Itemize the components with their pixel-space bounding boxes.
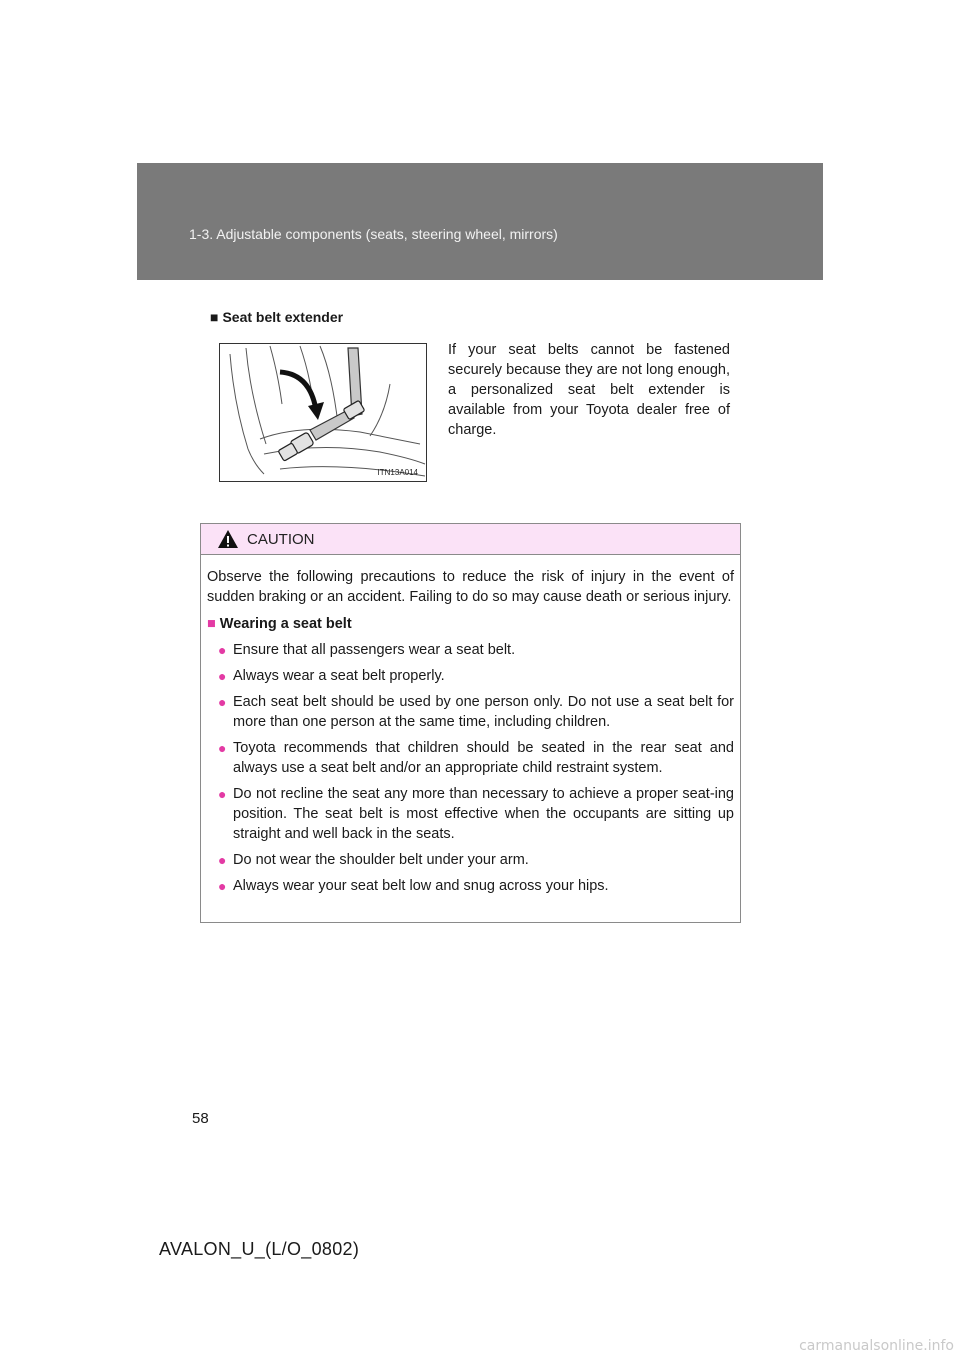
header-band	[137, 163, 823, 280]
bullet-icon: ●	[218, 852, 227, 868]
list-item	[207, 640, 734, 660]
caution-box	[200, 523, 741, 923]
bullet-icon: ●	[218, 694, 227, 710]
bullet-text: Always wear a seat belt properly.	[233, 668, 445, 684]
caution-intro: Observe the following precautions to reduce the risk of injury in the event of sudden braking or an accident. Failing to do so may cause death or serious injury.	[207, 569, 734, 605]
section-heading	[210, 309, 343, 325]
bullet-text: Do not wear the shoulder belt under your arm.	[233, 852, 529, 868]
bullet-icon: ●	[218, 878, 227, 894]
page-number: 58	[192, 1110, 209, 1127]
document-code: AVALON_U_(L/O_0802)	[159, 1239, 360, 1259]
extender-description: If your seat belts cannot be fastened securely because they are not long enough, a personalized seat belt extender is available from your Toyota dealer free of charge.	[448, 342, 730, 438]
subheading-text: Wearing a seat belt	[219, 616, 352, 632]
bullet-icon: ●	[218, 740, 227, 756]
heading-text: Seat belt extender	[222, 309, 344, 325]
caution-bullet-list	[207, 640, 734, 896]
subheading-marker: ■	[207, 616, 216, 632]
bullet-icon: ●	[218, 786, 227, 802]
caution-body	[201, 555, 740, 896]
figure-code: ITN13A014	[377, 468, 418, 477]
caution-subheading	[207, 614, 734, 634]
list-item	[207, 850, 734, 870]
list-item	[207, 666, 734, 686]
list-item	[207, 692, 734, 732]
section-title: 1-3. Adjustable components (seats, steering wheel, mirrors)	[189, 226, 558, 242]
watermark: carmanualsonline.info	[799, 1338, 954, 1354]
warning-triangle-icon	[217, 529, 239, 549]
bullet-icon: ●	[218, 642, 227, 658]
heading-marker: ■	[210, 309, 219, 325]
bullet-text: Toyota recommends that children should be seated in the rear seat and always use a seat belt and/or an appropriate child restraint system.	[233, 740, 734, 776]
bullet-text: Each seat belt should be used by one person only. Do not use a seat belt for more than one person at the same time, including children.	[233, 694, 734, 730]
list-item	[207, 738, 734, 778]
seat-illustration-drawing	[220, 344, 426, 481]
caution-header	[201, 524, 740, 555]
bullet-text: Ensure that all passengers wear a seat belt.	[233, 642, 516, 658]
seat-belt-extender-illustration	[219, 343, 427, 482]
bullet-icon: ●	[218, 668, 227, 684]
bullet-text: Always wear your seat belt low and snug across your hips.	[233, 878, 609, 894]
caution-title: CAUTION	[247, 530, 315, 548]
bullet-text: Do not recline the seat any more than necessary to achieve a proper seat-ing position. The seat belt is most effective when the occupants are sitting up straight and well back in the seats.	[233, 786, 734, 842]
list-item	[207, 784, 734, 844]
list-item	[207, 876, 734, 896]
